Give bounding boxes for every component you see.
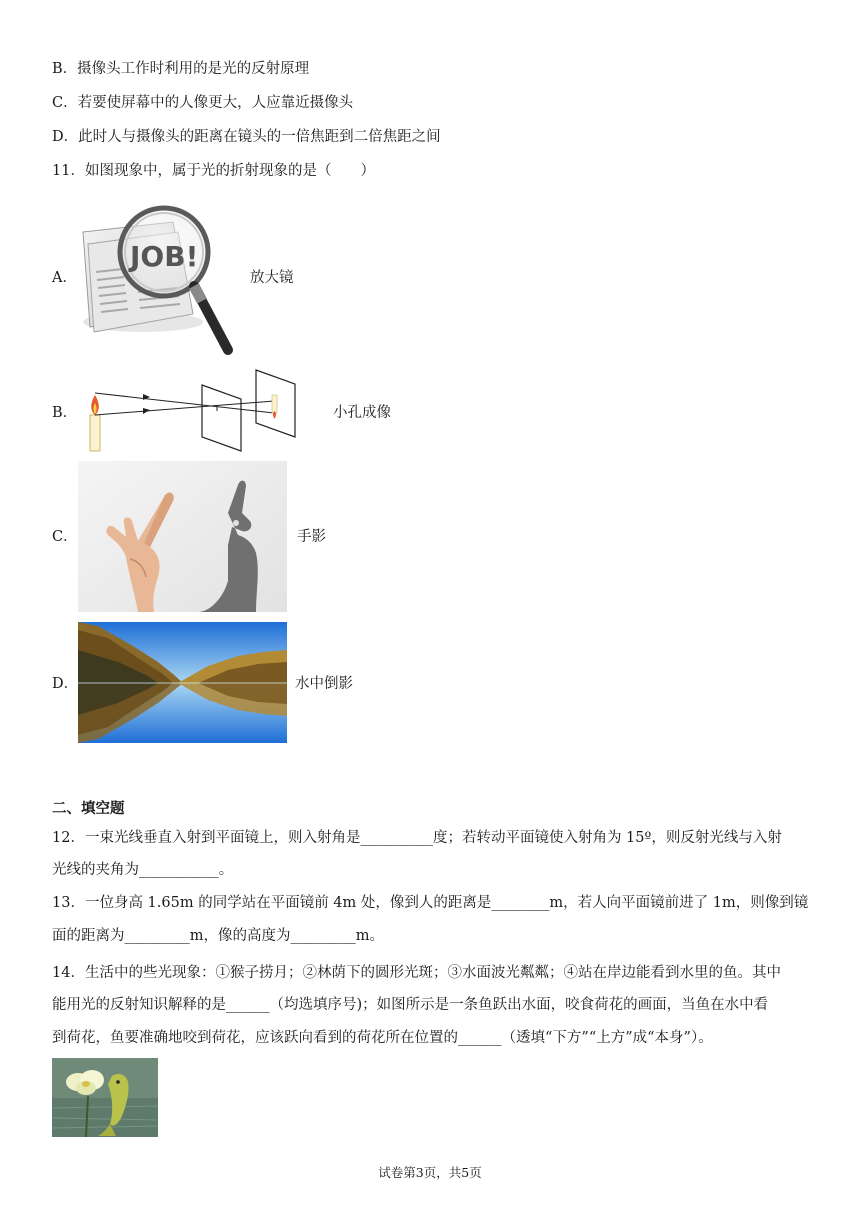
q11-option-b-caption: 小孔成像: [333, 405, 391, 421]
fish-lotus-photo: [52, 1058, 158, 1137]
q11-option-d-caption: 水中倒影: [295, 676, 353, 692]
lake-reflection-photo: [78, 622, 287, 743]
q11-option-a-caption: 放大镜: [250, 270, 294, 286]
q14-line2: 能用光的反射知识解释的是______（均选填序号)；如图所示是一条鱼跃出水面，咬食荷花的画面，当鱼在水中看: [52, 997, 769, 1013]
q11-stem: 11．如图现象中，属于光的折射现象的是（ ）: [52, 163, 375, 179]
page-footer: 试卷第3页，共5页: [378, 1165, 482, 1180]
q14-line1: 14．生活中的些光现象：①猴子捞月；②林荫下的圆形光斑；③水面波光粼粼；④站在岸边能看到水里的鱼。其中: [52, 965, 781, 981]
job-lettering: JOB!: [130, 240, 199, 273]
q10-option-c: C．若要使屏幕中的人像更大，人应靠近摄像头: [52, 95, 354, 111]
q10-option-d: D．此时人与摄像头的距离在镜头的一倍焦距到二倍焦距之间: [52, 129, 441, 145]
magnifier-newspaper-illustration: [78, 202, 238, 360]
pinhole-diagram: [84, 365, 314, 455]
hand-shadow-figure: [78, 461, 287, 612]
section-title-fill-in: 二、填空题: [52, 800, 125, 817]
hand-shadow-photo: [78, 461, 287, 612]
q11-option-c-caption: 手影: [297, 529, 326, 545]
magnifier-figure: [78, 202, 238, 360]
water-reflection-figure: [78, 622, 287, 743]
q12-line1: 12．一束光线垂直入射到平面镜上，则入射角是__________度；若转动平面镜使入射角为 15º，则反射光线与入射: [52, 830, 782, 846]
q11-option-b-letter: B．: [52, 405, 78, 421]
q13-line2: 面的距离为_________m，像的高度为_________m。: [52, 928, 384, 944]
q12-line2: 光线的夹角为___________。: [52, 862, 234, 878]
q11-option-d-letter: D．: [52, 676, 79, 692]
q11-option-c-letter: C．: [52, 529, 78, 545]
q10-option-b: B．摄像头工作时利用的是光的反射原理: [52, 61, 310, 77]
pinhole-figure: [84, 365, 314, 455]
fish-lotus-figure: [52, 1058, 158, 1137]
q13-line1: 13．一位身高 1.65m 的同学站在平面镜前 4m 处，像到人的距离是________m，若人向平面镜前进了 1m，则像到镜: [52, 895, 809, 911]
q14-line3: 到荷花，鱼要准确地咬到荷花，应该跃向看到的荷花所在位置的______（透填“下方”“上方”成“本身”）。: [52, 1030, 713, 1046]
q11-option-a-letter: A．: [52, 270, 77, 286]
